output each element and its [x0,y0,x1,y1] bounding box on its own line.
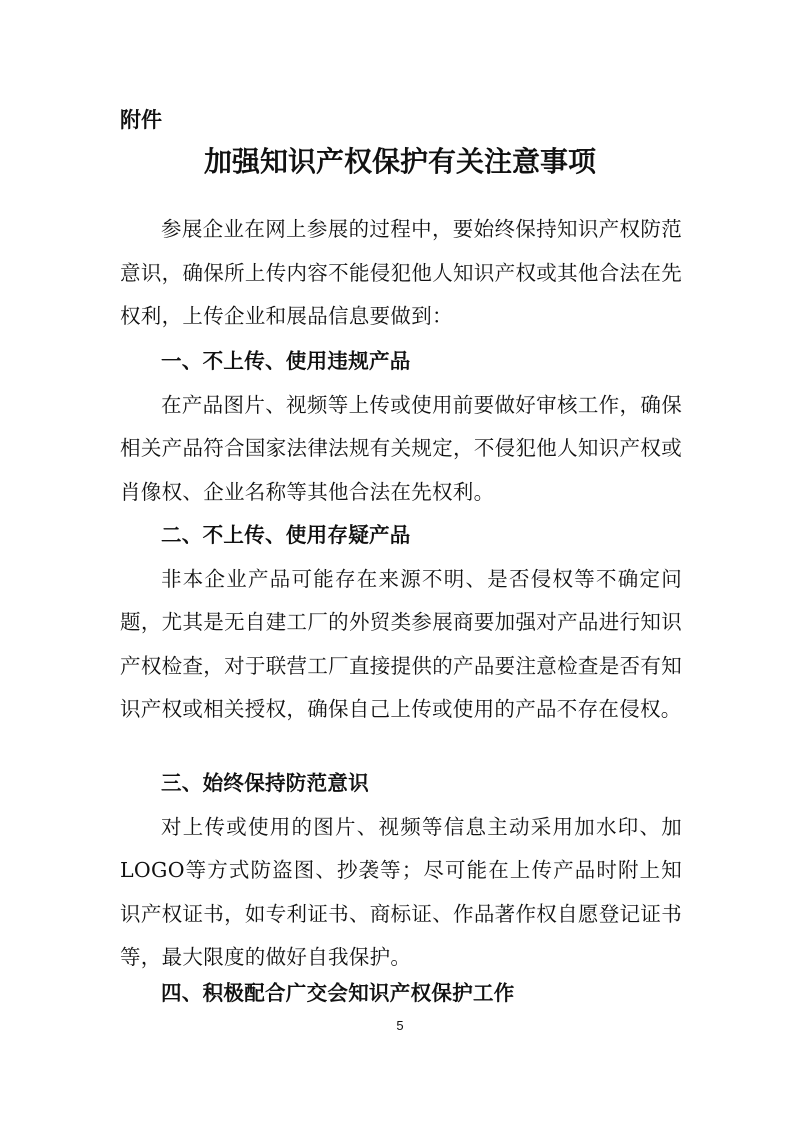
section-1 [120,340,682,514]
document-title: 加强知识产权保护有关注意事项 [203,145,596,178]
section-heading: 二、不上传、使用存疑产品 [161,523,411,547]
section-paragraph: 对上传或使用的图片、视频等信息主动采用加水印、加LOGO等方式防盗图、抄袭等；尽可能在上传产品时附上知识产权证书，如专利证书、商标证、作品著作权自愿登记证书等，最大限度的做好自我保护。 [120,814,682,969]
section-2 [120,514,682,732]
intro-paragraph: 参展企业在网上参展的过程中，要始终保持知识产权防范意识，确保所上传内容不能侵犯他人知识产权或其他合法在先权利，上传企业和展品信息要做到： [120,217,682,328]
section-paragraph: 在产品图片、视频等上传或使用前要做好审核工作，确保相关产品符合国家法律法规有关规定，不侵犯他人知识产权或肖像权、企业名称等其他合法在先权利。 [120,392,682,504]
page-number: 5 [396,1018,404,1033]
section-heading: 三、始终保持防范意识 [161,771,369,795]
section-paragraph: 非本企业产品可能存在来源不明、是否侵权等不确定问题，尤其是无自建工厂的外贸类参展商要加强对产品进行知识产权检查，对于联营工厂直接提供的产品要注意检查是否有知识产权或相关授权，确保自己上传或使用的产品不存在侵权。 [120,566,682,721]
section-3 [120,762,682,980]
attachment-label: 附件 [120,108,162,132]
section-heading: 一、不上传、使用违规产品 [161,349,411,373]
section-heading: 四、积极配合广交会知识产权保护工作 [161,981,515,1005]
section-4 [120,972,682,1016]
intro-block [120,208,682,339]
